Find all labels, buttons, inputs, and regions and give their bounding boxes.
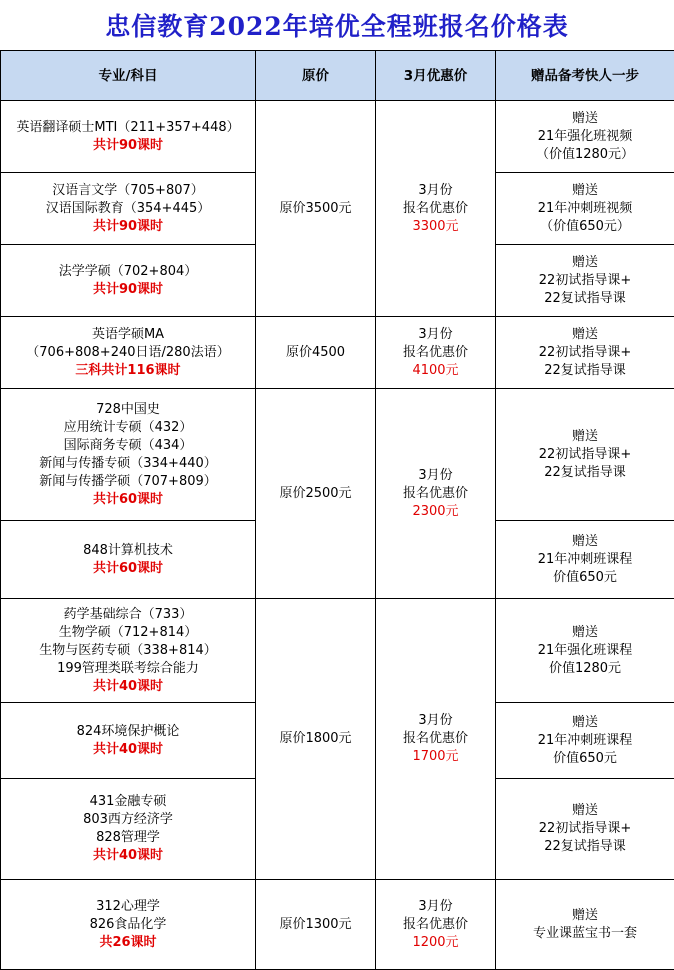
- subject-line: 826食品化学: [3, 916, 253, 934]
- original-price: 原价2500元: [258, 485, 373, 503]
- subject-cell: [1, 317, 256, 389]
- subject-line: 英语翻译硕士MTI（211+357+448）: [3, 119, 253, 137]
- discount-price-cell: [376, 599, 496, 880]
- subject-cell: [1, 389, 256, 521]
- subject-line: 312心理学: [3, 898, 253, 916]
- original-price-cell: [256, 389, 376, 599]
- subject-line: 848计算机技术: [3, 542, 253, 560]
- header-gift: 赠品备考快人一步: [496, 51, 674, 101]
- hours-label: 三科共计116课时: [3, 362, 253, 380]
- subject-cell: [1, 880, 256, 970]
- subject-line: 国际商务专硕（434）: [3, 437, 253, 455]
- discount-price: 1700元: [378, 748, 493, 766]
- subject-line: 生物与医药专硕（338+814）: [3, 642, 253, 660]
- original-price: 原价3500元: [258, 200, 373, 218]
- hours-label: 共计40课时: [3, 678, 253, 696]
- gift-line: 22初试指导课+: [498, 820, 672, 838]
- original-price: 原价4500: [258, 344, 373, 362]
- gift-line: 赠送: [498, 254, 672, 272]
- subject-cell: [1, 703, 256, 779]
- page-title: 忠信教育2022年培优全程班报名价格表: [0, 0, 674, 50]
- gift-cell: [496, 245, 674, 317]
- original-price: 原价1800元: [258, 730, 373, 748]
- gift-line: 22初试指导课+: [498, 344, 672, 362]
- discount-price: 1200元: [378, 934, 493, 952]
- discount-price: 2300元: [378, 503, 493, 521]
- subject-line: 824环境保护概论: [3, 723, 253, 741]
- original-price-cell: [256, 880, 376, 970]
- discount-price: 4100元: [378, 362, 493, 380]
- discount-label: 报名优惠价: [378, 485, 493, 503]
- gift-line: 21年冲刺班课程: [498, 732, 672, 750]
- gift-line: 赠送: [498, 182, 672, 200]
- gift-cell: [496, 521, 674, 599]
- original-price-cell: [256, 599, 376, 880]
- subject-cell: [1, 101, 256, 173]
- gift-line: 22复试指导课: [498, 362, 672, 380]
- discount-label: 3月份: [378, 326, 493, 344]
- gift-line: 22初试指导课+: [498, 272, 672, 290]
- header-original-price: 原价: [256, 51, 376, 101]
- discount-label: 3月份: [378, 712, 493, 730]
- hours-label: 共计90课时: [3, 281, 253, 299]
- subject-cell: [1, 173, 256, 245]
- table-header-row: [1, 51, 674, 101]
- gift-cell: [496, 173, 674, 245]
- hours-label: 共计90课时: [3, 218, 253, 236]
- gift-line: 价值650元: [498, 750, 672, 768]
- subject-line: 英语学硕MA: [3, 326, 253, 344]
- gift-line: 赠送: [498, 428, 672, 446]
- subject-line: 汉语国际教育（354+445）: [3, 200, 253, 218]
- subject-line: 法学学硕（702+804）: [3, 263, 253, 281]
- subject-line: 生物学硕（712+814）: [3, 624, 253, 642]
- gift-cell: [496, 389, 674, 521]
- subject-cell: [1, 779, 256, 880]
- subject-line: 828管理学: [3, 829, 253, 847]
- subject-line: 药学基础综合（733）: [3, 606, 253, 624]
- header-subject: 专业/科目: [1, 51, 256, 101]
- gift-line: 赠送: [498, 624, 672, 642]
- original-price: 原价1300元: [258, 916, 373, 934]
- gift-line: 赠送: [498, 533, 672, 551]
- table-row: [1, 317, 674, 389]
- discount-price-cell: [376, 389, 496, 599]
- discount-label: 报名优惠价: [378, 344, 493, 362]
- hours-label: 共计60课时: [3, 491, 253, 509]
- gift-line: 22初试指导课+: [498, 446, 672, 464]
- subject-line: 199管理类联考综合能力: [3, 660, 253, 678]
- subject-line: 728中国史: [3, 401, 253, 419]
- discount-label: 报名优惠价: [378, 200, 493, 218]
- subject-cell: [1, 521, 256, 599]
- hours-label: 共计40课时: [3, 847, 253, 865]
- subject-line: 803西方经济学: [3, 811, 253, 829]
- discount-label: 报名优惠价: [378, 916, 493, 934]
- subject-cell: [1, 599, 256, 703]
- gift-cell: [496, 101, 674, 173]
- original-price-cell: [256, 101, 376, 317]
- gift-line: 赠送: [498, 907, 672, 925]
- gift-line: 赠送: [498, 110, 672, 128]
- gift-line: 价值650元: [498, 569, 672, 587]
- gift-line: 赠送: [498, 802, 672, 820]
- price-table: [0, 50, 674, 970]
- gift-line: 22复试指导课: [498, 464, 672, 482]
- discount-price-cell: [376, 880, 496, 970]
- gift-line: 22复试指导课: [498, 290, 672, 308]
- table-row: [1, 599, 674, 703]
- gift-cell: [496, 779, 674, 880]
- table-row: [1, 101, 674, 173]
- gift-cell: [496, 599, 674, 703]
- hours-label: 共26课时: [3, 934, 253, 952]
- discount-label: 3月份: [378, 182, 493, 200]
- hours-label: 共计40课时: [3, 741, 253, 759]
- subject-line: 汉语言文学（705+807）: [3, 182, 253, 200]
- table-row: [1, 880, 674, 970]
- gift-line: 21年强化班课程: [498, 642, 672, 660]
- gift-cell: [496, 703, 674, 779]
- gift-line: 赠送: [498, 714, 672, 732]
- header-discount-price: 3月优惠价: [376, 51, 496, 101]
- discount-label: 报名优惠价: [378, 730, 493, 748]
- subject-cell: [1, 245, 256, 317]
- gift-line: 21年冲刺班视频: [498, 200, 672, 218]
- table-row: [1, 389, 674, 521]
- hours-label: 共计60课时: [3, 560, 253, 578]
- subject-line: 应用统计专硕（432）: [3, 419, 253, 437]
- discount-price: 3300元: [378, 218, 493, 236]
- subject-line: 新闻与传播专硕（334+440）: [3, 455, 253, 473]
- discount-label: 3月份: [378, 467, 493, 485]
- gift-line: （价值1280元）: [498, 146, 672, 164]
- gift-cell: [496, 880, 674, 970]
- discount-price-cell: [376, 317, 496, 389]
- gift-line: 22复试指导课: [498, 838, 672, 856]
- discount-price-cell: [376, 101, 496, 317]
- gift-line: 21年冲刺班课程: [498, 551, 672, 569]
- gift-line: 专业课蓝宝书一套: [498, 925, 672, 943]
- discount-label: 3月份: [378, 898, 493, 916]
- original-price-cell: [256, 317, 376, 389]
- hours-label: 共计90课时: [3, 137, 253, 155]
- subject-line: 新闻与传播学硕（707+809）: [3, 473, 253, 491]
- subject-line: 431金融专硕: [3, 793, 253, 811]
- gift-line: 赠送: [498, 326, 672, 344]
- gift-cell: [496, 317, 674, 389]
- gift-line: （价值650元）: [498, 218, 672, 236]
- gift-line: 价值1280元: [498, 660, 672, 678]
- subject-line: （706+808+240日语/280法语）: [3, 344, 253, 362]
- gift-line: 21年强化班视频: [498, 128, 672, 146]
